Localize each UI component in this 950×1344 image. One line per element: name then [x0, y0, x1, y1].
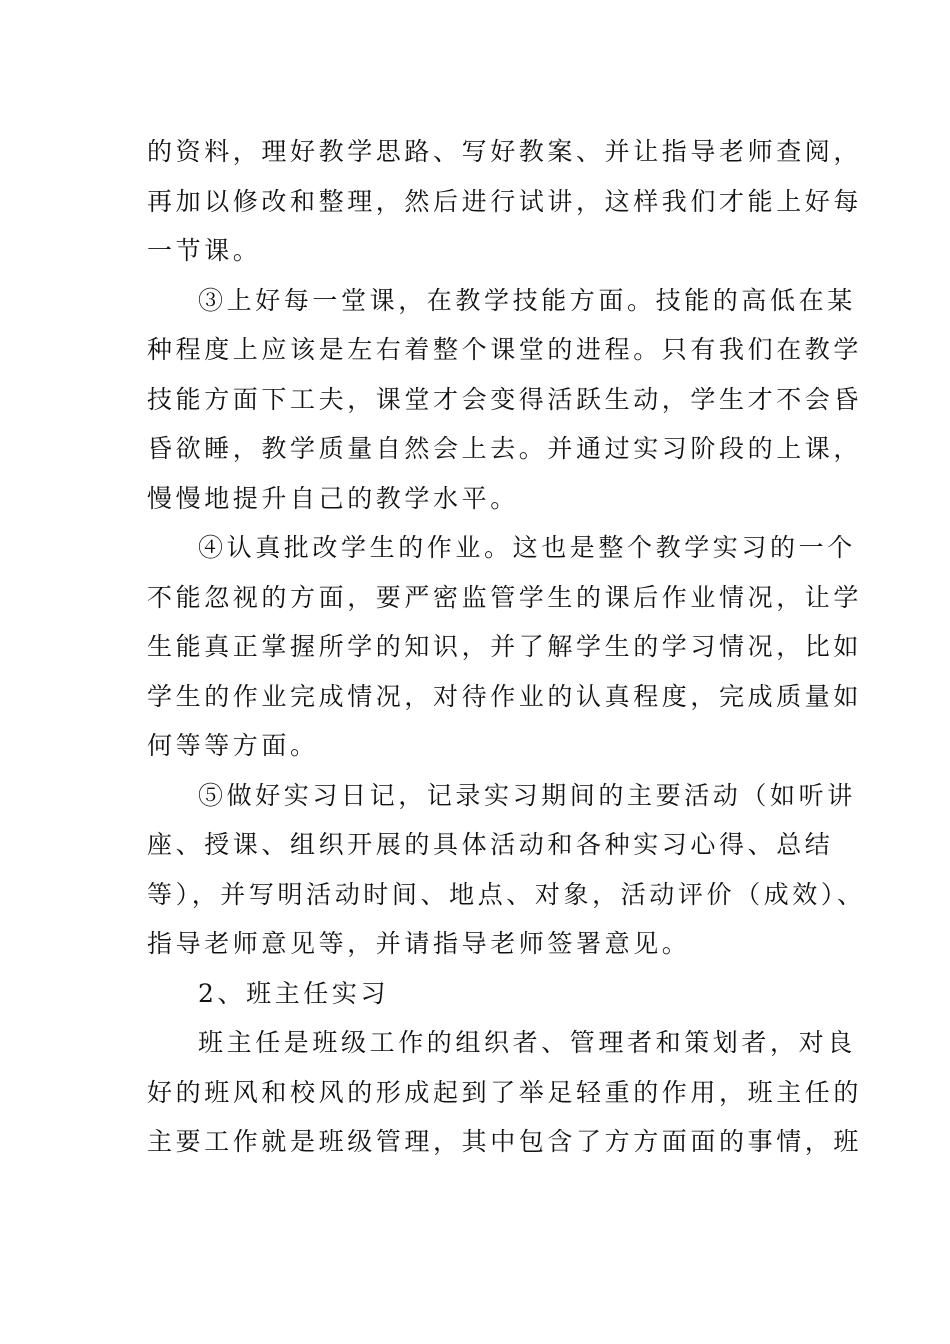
text-line: 一节课。 [147, 236, 262, 265]
text-line: 主要工作就是班级管理，其中包含了方方面面的事情，班 [147, 1127, 863, 1156]
text-line: 学生的作业完成情况，对待作业的认真程度，完成质量如 [147, 681, 863, 711]
paragraph-start-line: 班主任是班级工作的组织者、管理者和策划者，对良 [198, 1028, 856, 1057]
text-line: 好的班风和校风的形成起到了举足轻重的作用，班主任的 [147, 1077, 863, 1107]
text-line: 慢慢地提升自己的教学水平。 [147, 483, 519, 513]
document-body [147, 127, 866, 1167]
text-line: 技能方面下工夫，课堂才会变得活跃生动，学生才不会昏 [147, 384, 863, 414]
paragraph-start-line: ⑤做好实习日记，记录实习期间的主要活动（如听讲 [198, 780, 856, 810]
text-line: 种程度上应该是左右着整个课堂的进程。只有我们在教学 [147, 335, 863, 364]
text-line: 昏欲睡，教学质量自然会上去。并通过实习阶段的上课， [147, 434, 863, 463]
text-line: 再加以修改和整理，然后进行试讲，这样我们才能上好每 [147, 186, 863, 216]
section-heading: 2、班主任实习 [198, 978, 390, 1008]
text-line: 座、授课、组织开展的具体活动和各种实习心得、总结 [147, 830, 834, 859]
text-line: 指导老师意见等，并请指导老师签署意见。 [147, 929, 691, 958]
text-line: 生能真正掌握所学的知识，并了解学生的学习情况，比如 [147, 632, 863, 661]
text-line: 何等等方面。 [147, 731, 319, 760]
paragraph-start-line: ④认真批改学生的作业。这也是整个教学实习的一个 [198, 533, 856, 562]
paragraph-start-line: ③上好每一堂课，在教学技能方面。技能的高低在某 [198, 285, 856, 315]
text-line: 不能忽视的方面，要严密监管学生的课后作业情况，让学 [147, 582, 863, 612]
text-line: 等），并写明活动时间、地点、对象，活动评价（成效）、 [147, 879, 866, 909]
text-line: 的资料，理好教学思路、写好教案、并让指导老师查阅， [147, 137, 863, 166]
